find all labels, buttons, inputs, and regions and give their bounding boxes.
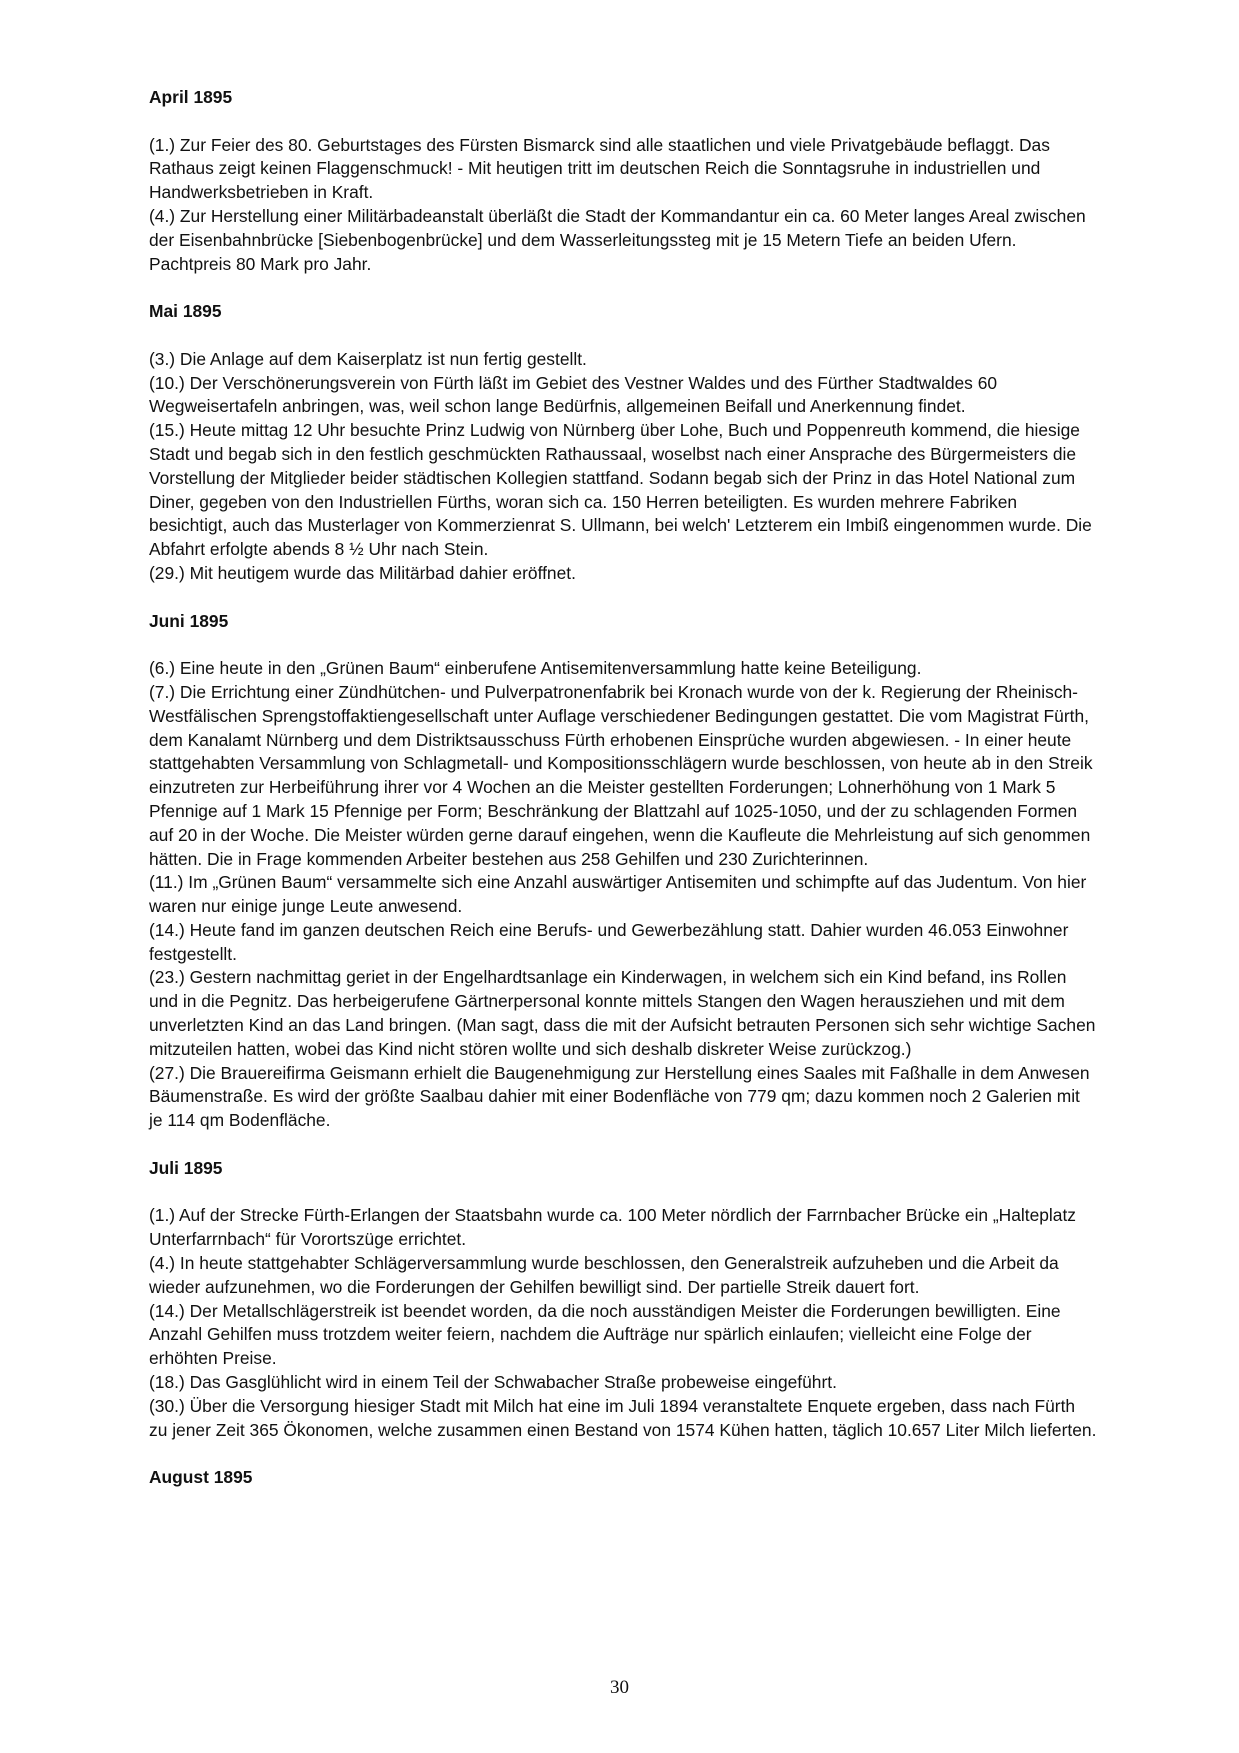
entry: (7.) Die Errichtung einer Zündhütchen- und Pulverpatronenfabrik bei Kronach wurde von der k. Regierung der Rheinisch-Westfälischen Sprengstoffaktiengesellschaft unter Auflage verschiedener Bedingungen gestattet. Die vom Magistrat Fürth, dem Kanalamt Nürnberg und dem Distriktsausschuss Fürth erhobenen Einsprüche wurden abgewiesen. - In einer heute stattgehabten Versammlung von Schlagmetall- und Kompositionsschlägern wurde beschlossen, von heute ab in den Streik einzutreten zur Herbeiführung ihrer vor 4 Wochen an die Meister gestellten Forderungen; Lohnerhöhung von 1 Mark 5 Pfennige auf 1 Mark 15 Pfennige per Form; Beschränkung der Blattzahl auf 1025-1050, und der zu schlagenden Formen auf 20 in der Woche. Die Meister würden gerne darauf eingehen, wenn die Kaufleute die Mehrleistung auf sich genommen hätten. Die in Frage kommenden Arbeiter bestehen aus 258 Gehilfen und 230 Zurichterinnen. xyxy=(149,681,1093,869)
month-heading: August 1895 xyxy=(149,1467,253,1488)
entry: (10.) Der Verschönerungsverein von Fürth läßt im Gebiet des Vestner Waldes und des Fürther Stadtwaldes 60 Wegweisertafeln anbringen, was, weil schon lange Bedürfnis, allgemeinen Beifall und Anerkennung findet. xyxy=(149,372,998,417)
entry: (4.) Zur Herstellung einer Militärbadeanstalt überläßt die Stadt der Kommandantur ein ca. 60 Meter langes Areal zwischen der Eisenbahnbrücke [Siebenbogenbrücke] und dem Wasserleitungssteg mit je 15 Metern Tiefe an beiden Ufern. Pachtpreis 80 Mark pro Jahr. xyxy=(149,205,1086,274)
entry: (18.) Das Gasglühlicht wird in einem Teil der Schwabacher Straße probeweise eingeführt. xyxy=(149,1372,837,1393)
section-mai-1895 xyxy=(149,300,1097,586)
entry: (14.) Der Metallschlägerstreik ist beendet worden, da die noch ausständigen Meister die Forderungen bewilligten. Eine Anzahl Gehilfen muss trotzdem weiter feiern, nachdem die Aufträge nur spärlich einlaufen; vielleicht eine Folge der erhöhten Preise. xyxy=(149,1300,1061,1369)
entry: (29.) Mit heutigem wurde das Militärbad dahier eröffnet. xyxy=(149,562,576,583)
entry: (15.) Heute mittag 12 Uhr besuchte Prinz Ludwig von Nürnberg über Lohe, Buch und Poppenreuth kommend, die hiesige Stadt und begab sich in den festlich geschmückten Rathaussaal, woselbst nach einer Ansprache des Bürgermeisters die Vorstellung der Mitglieder beider städtischen Kollegien stattfand. Sodann begab sich der Prinz in das Hotel National zum Diner, gegeben von den Industriellen Fürths, woran sich ca. 150 Herren beteiligten. Es wurden mehrere Fabriken besichtigt, auch das Musterlager von Kommerzienrat S. Ullmann, bei welch' Letzterem ein Imbiß eingenommen wurde. Die Abfahrt erfolgte abends 8 ½ Uhr nach Stein. xyxy=(149,420,1092,560)
section-juli-1895 xyxy=(149,1157,1097,1443)
entry: (1.) Zur Feier des 80. Geburtstages des Fürsten Bismarck sind alle staatlichen und viele Privatgebäude beflaggt. Das Rathaus zeigt keinen Flaggenschmuck! - Mit heutigen tritt im deutschen Reich die Sonntagsruhe in industriellen und Handwerksbetrieben in Kraft. xyxy=(149,134,1050,203)
entry: (27.) Die Brauereifirma Geismann erhielt die Baugenehmigung zur Herstellung eines Saales mit Faßhalle in dem Anwesen Bäumenstraße. Es wird der größte Saalbau dahier mit einer Bodenfläche von 779 qm; dazu kommen noch 2 Galerien mit je 114 qm Bodenfläche. xyxy=(149,1062,1090,1131)
month-heading: Juli 1895 xyxy=(149,1157,223,1178)
document-page xyxy=(149,86,1097,1514)
entry: (11.) Im „Grünen Baum“ versammelte sich eine Anzahl auswärtiger Antisemiten und schimpfte auf das Judentum. Von hier waren nur einige junge Leute anwesend. xyxy=(149,872,1087,917)
section-juni-1895 xyxy=(149,610,1097,1134)
entry: (6.) Eine heute in den „Grünen Baum“ einberufene Antisemitenversammlung hatte keine Beteiligung. xyxy=(149,658,922,679)
section-april-1895 xyxy=(149,86,1097,276)
entry: (4.) In heute stattgehabter Schlägerversammlung wurde beschlossen, den Generalstreik aufzuheben und die Arbeit da wieder aufzunehmen, wo die Forderungen der Gehilfen bewilligt sind. Der partielle Streik dauert fort. xyxy=(149,1253,1059,1297)
page-number: 30 xyxy=(610,1677,629,1698)
month-heading: Mai 1895 xyxy=(149,301,222,322)
month-heading: April 1895 xyxy=(149,87,233,107)
entry: (1.) Auf der Strecke Fürth-Erlangen der Staatsbahn wurde ca. 100 Meter nördlich der Farrnbacher Brücke ein „Halteplatz Unterfarrnbach“ für Vorortszüge errichtet. xyxy=(149,1205,1076,1250)
section-august-1895 xyxy=(149,1466,1097,1490)
month-heading: Juni 1895 xyxy=(149,610,229,631)
entry: (14.) Heute fand im ganzen deutschen Reich eine Berufs- und Gewerbezählung statt. Dahier wurden 46.053 Einwohner festgestellt. xyxy=(149,919,1069,964)
entry: (30.) Über die Versorgung hiesiger Stadt mit Milch hat eine im Juli 1894 veranstaltete Enquete ergeben, dass nach Fürth zu jener Zeit 365 Ökonomen, welche zusammen einen Bestand von 1574 Kühen hatten, täglich 10.657 Liter Milch lieferten. xyxy=(149,1395,1097,1440)
entry: (3.) Die Anlage auf dem Kaiserplatz ist nun fertig gestellt. xyxy=(149,348,587,369)
entry: (23.) Gestern nachmittag geriet in der Engelhardtsanlage ein Kinderwagen, in welchem sich ein Kind befand, ins Rollen und in die Pegnitz. Das herbeigerufene Gärtnerpersonal konnte mittels Stangen den Wagen herausziehen und mit dem unverletzten Kind an das Land bringen. (Man sagt, dass die mit der Aufsicht betrauten Personen sich sehr wichtige Sachen mitzuteilen hatten, wobei das Kind nicht stören wollte und sich deshalb diskreter Weise zurückzog.) xyxy=(149,967,1096,1059)
